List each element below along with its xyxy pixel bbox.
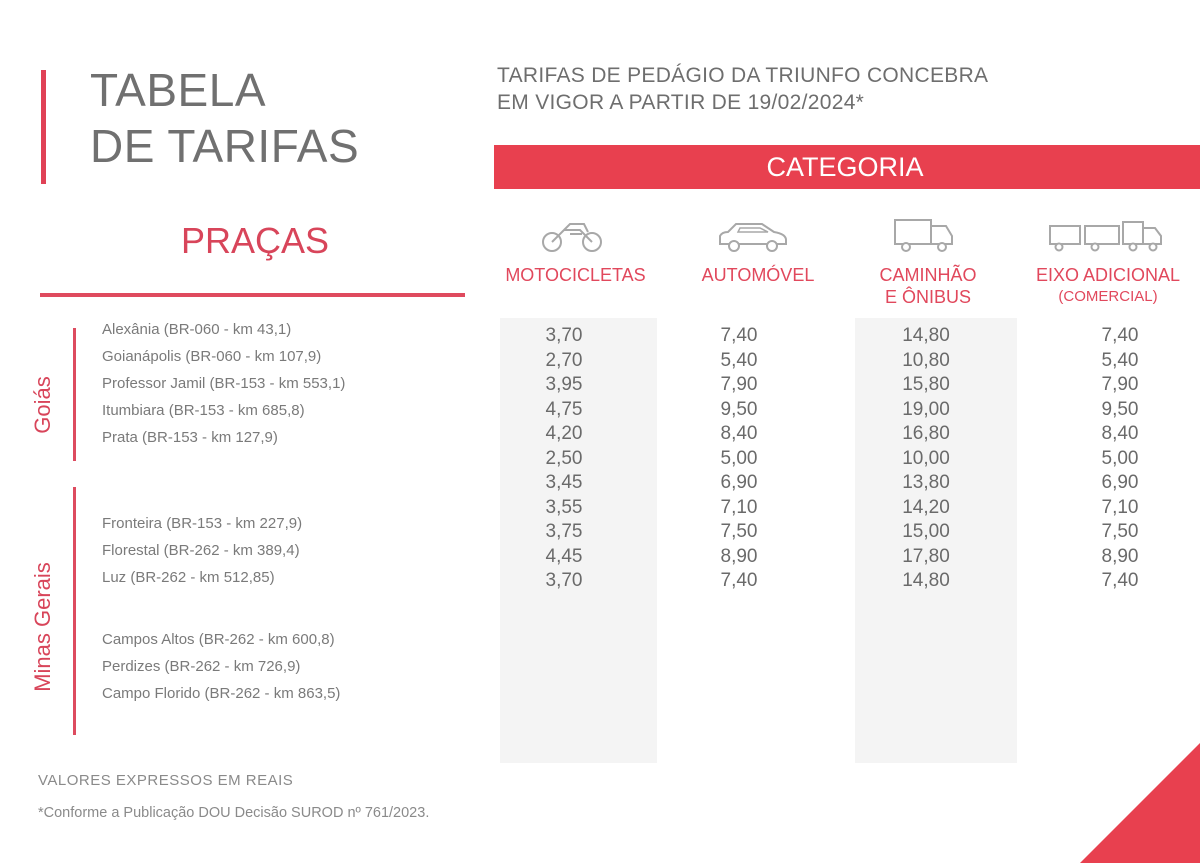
footer-currency-note: VALORES EXPRESSOS EM REAIS [38, 772, 294, 789]
category-label: CATEGORIA [766, 152, 924, 182]
motorcycle-icon [540, 218, 604, 254]
tariff-value: 5,00 [720, 447, 758, 469]
tariff-value: 10,00 [902, 447, 950, 469]
tariff-value: 7,10 [1101, 496, 1139, 518]
state-label-minas-gerais: Minas Gerais [30, 562, 55, 692]
truck-icon [892, 214, 956, 254]
tariff-value: 7,40 [720, 325, 758, 346]
tariff-value: 8,40 [720, 423, 758, 444]
plaza-item: Prata (BR-153 - km 127,9) [102, 429, 278, 446]
truck-trailer-icon [1047, 218, 1165, 254]
goias-divider [73, 328, 76, 461]
plaza-item: Goianápolis (BR-060 - km 107,9) [102, 348, 322, 365]
tariff-value: 3,95 [545, 374, 583, 395]
column-header-line2: (COMERCIAL) [1058, 288, 1158, 305]
values-caminhao [878, 324, 974, 594]
column-header-eixo [1020, 264, 1196, 308]
tariff-value: 7,50 [720, 521, 758, 542]
title-accent-bar [41, 70, 46, 184]
tariff-value: 14,20 [902, 496, 950, 518]
plaza-item: Florestal (BR-262 - km 389,4) [102, 542, 300, 559]
tariff-value: 7,10 [720, 496, 758, 518]
tariff-value: 9,50 [1101, 398, 1139, 420]
column-header-line1: CAMINHÃO [879, 265, 977, 285]
tariff-value: 14,80 [902, 570, 950, 591]
column-header-motocicletas [488, 264, 663, 286]
tariff-value: 8,40 [1101, 423, 1139, 444]
tariff-value: 2,70 [545, 349, 583, 371]
tariff-value: 15,00 [902, 521, 950, 542]
values-eixo [1076, 324, 1164, 594]
tariff-value: 7,40 [1101, 325, 1139, 346]
tariff-value: 3,55 [545, 496, 583, 518]
tariff-value: 6,90 [1101, 472, 1139, 493]
tariff-value: 8,90 [1101, 545, 1139, 567]
tariff-value: 17,80 [902, 545, 950, 567]
tariff-value: 5,40 [1101, 349, 1139, 371]
tariff-value: 15,80 [902, 374, 950, 395]
column-header-line2: E ÔNIBUS [884, 287, 972, 307]
column-header-line1: EIXO ADICIONAL [1035, 265, 1181, 285]
plaza-list-minas-b [102, 626, 340, 707]
tariff-value: 9,50 [720, 398, 758, 420]
tariff-value: 10,80 [902, 349, 950, 371]
tariff-value: 3,45 [545, 472, 583, 493]
tariff-value: 8,90 [720, 545, 758, 567]
car-icon [716, 220, 790, 254]
state-label-goias: Goiás [30, 376, 55, 434]
tariff-value: 3,70 [545, 570, 583, 591]
tariff-value: 7,90 [720, 374, 758, 395]
values-automovel [695, 324, 783, 594]
tariff-value: 4,45 [545, 545, 583, 567]
tariff-value: 4,75 [545, 398, 583, 420]
column-header-automovel [680, 264, 836, 286]
plaza-item: Itumbiara (BR-153 - km 685,8) [102, 402, 305, 419]
minas-divider [73, 487, 76, 735]
subtitle-line-2: EM VIGOR A PARTIR DE 19/02/2024* [497, 91, 865, 114]
tariff-value: 7,90 [1101, 374, 1139, 395]
tariff-value: 4,20 [545, 423, 583, 444]
title-line-1: TABELA [90, 64, 266, 116]
tariff-value: 7,50 [1101, 521, 1139, 542]
plaza-item: Campo Florido (BR-262 - km 863,5) [102, 685, 341, 702]
tariff-value: 3,70 [545, 325, 583, 346]
tariff-value: 16,80 [902, 423, 950, 444]
tariff-value: 13,80 [902, 472, 950, 493]
tariff-value: 6,90 [720, 472, 758, 493]
page-title [90, 62, 359, 174]
plaza-item: Luz (BR-262 - km 512,85) [102, 569, 275, 586]
plaza-item: Alexânia (BR-060 - km 43,1) [102, 321, 292, 338]
tariff-value: 3,75 [545, 521, 583, 542]
pracas-heading: PRAÇAS [180, 220, 330, 261]
values-motocicletas [520, 324, 608, 594]
plaza-item: Perdizes (BR-262 - km 726,9) [102, 658, 301, 675]
footer-publication-note: *Conforme a Publicação DOU Decisão SUROD nº 761/2023. [38, 805, 430, 821]
tariff-value: 19,00 [902, 398, 950, 420]
subtitle-line-1: TARIFAS DE PEDÁGIO DA TRIUNFO CONCEBRA [497, 64, 989, 87]
title-line-2: DE TARIFAS [90, 120, 360, 172]
plaza-item: Professor Jamil (BR-153 - km 553,1) [102, 375, 346, 392]
page-subtitle [497, 62, 988, 116]
plaza-list-minas-a [102, 510, 302, 591]
tariff-value: 14,80 [902, 325, 950, 346]
tariff-value: 7,40 [1101, 570, 1139, 591]
corner-decoration [1080, 743, 1200, 863]
plaza-item: Campos Altos (BR-262 - km 600,8) [102, 631, 335, 648]
plaza-list-goias [102, 316, 345, 451]
tariff-value: 5,40 [720, 349, 758, 371]
column-header-caminhao [855, 264, 1001, 308]
pracas-divider [40, 293, 465, 297]
column-header-line1: MOTOCICLETAS [505, 265, 646, 285]
tariff-value: 7,40 [720, 570, 758, 591]
column-header-line1: AUTOMÓVEL [701, 265, 815, 285]
tariff-value: 5,00 [1101, 447, 1139, 469]
tariff-value: 2,50 [545, 447, 583, 469]
plaza-item: Fronteira (BR-153 - km 227,9) [102, 515, 303, 532]
